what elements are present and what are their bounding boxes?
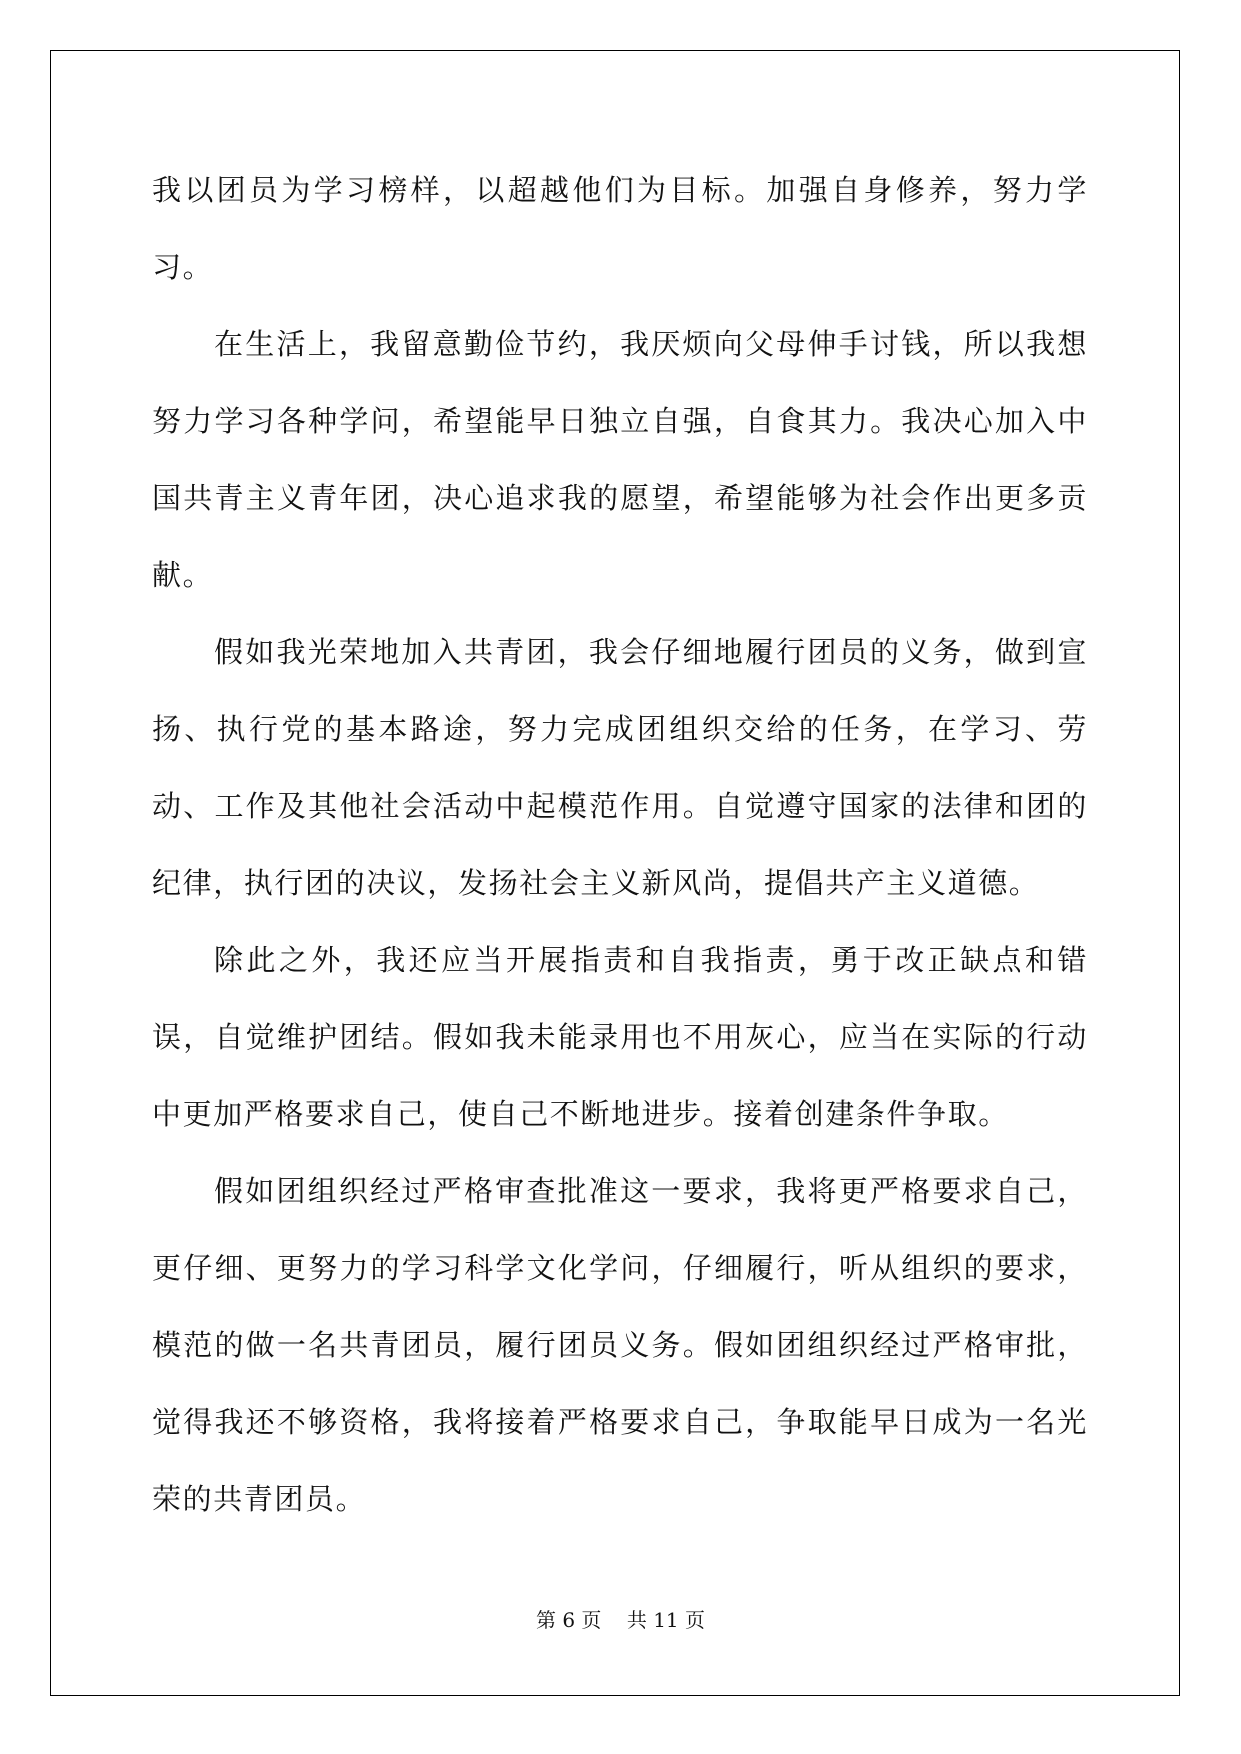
paragraph-5: 假如团组织经过严格审查批准这一要求，我将更严格要求自己，更仔细、更努力的学习科学文化学问，仔细履行，听从组织的要求，模范的做一名共青团员，履行团员义务。假如团组织经过严格审批，觉得我还不够资格，我将接着严格要求自己，争取能早日成为一名光荣的共青团员。 (152, 1174, 1088, 1516)
paragraph-2: 在生活上，我留意勤俭节约，我厌烦向父母伸手讨钱，所以我想努力学习各种学问，希望能早日独立自强，自食其力。我决心加入中国共青主义青年团，决心追求我的愿望，希望能够为社会作出更多贡献。 (152, 327, 1088, 592)
document-body (152, 152, 1088, 1538)
paragraph-4: 除此之外，我还应当开展指责和自我指责，勇于改正缺点和错误，自觉维护团结。假如我未能录用也不用灰心，应当在实际的行动中更加严格要求自己，使自己不断地进步。接着创建条件争取。 (152, 943, 1088, 1131)
paragraph-3: 假如我光荣地加入共青团，我会仔细地履行团员的义务，做到宣扬、执行党的基本路途，努力完成团组织交给的任务，在学习、劳动、工作及其他社会活动中起模范作用。自觉遵守国家的法律和团的纪律，执行团的决议，发扬社会主义新风尚，提倡共产主义道德。 (152, 635, 1088, 900)
page-number-footer: 第 6 页 共 11 页 (535, 1608, 706, 1632)
paragraph-1: 我以团员为学习榜样，以超越他们为目标。加强自身修养，努力学习。 (152, 173, 1088, 284)
